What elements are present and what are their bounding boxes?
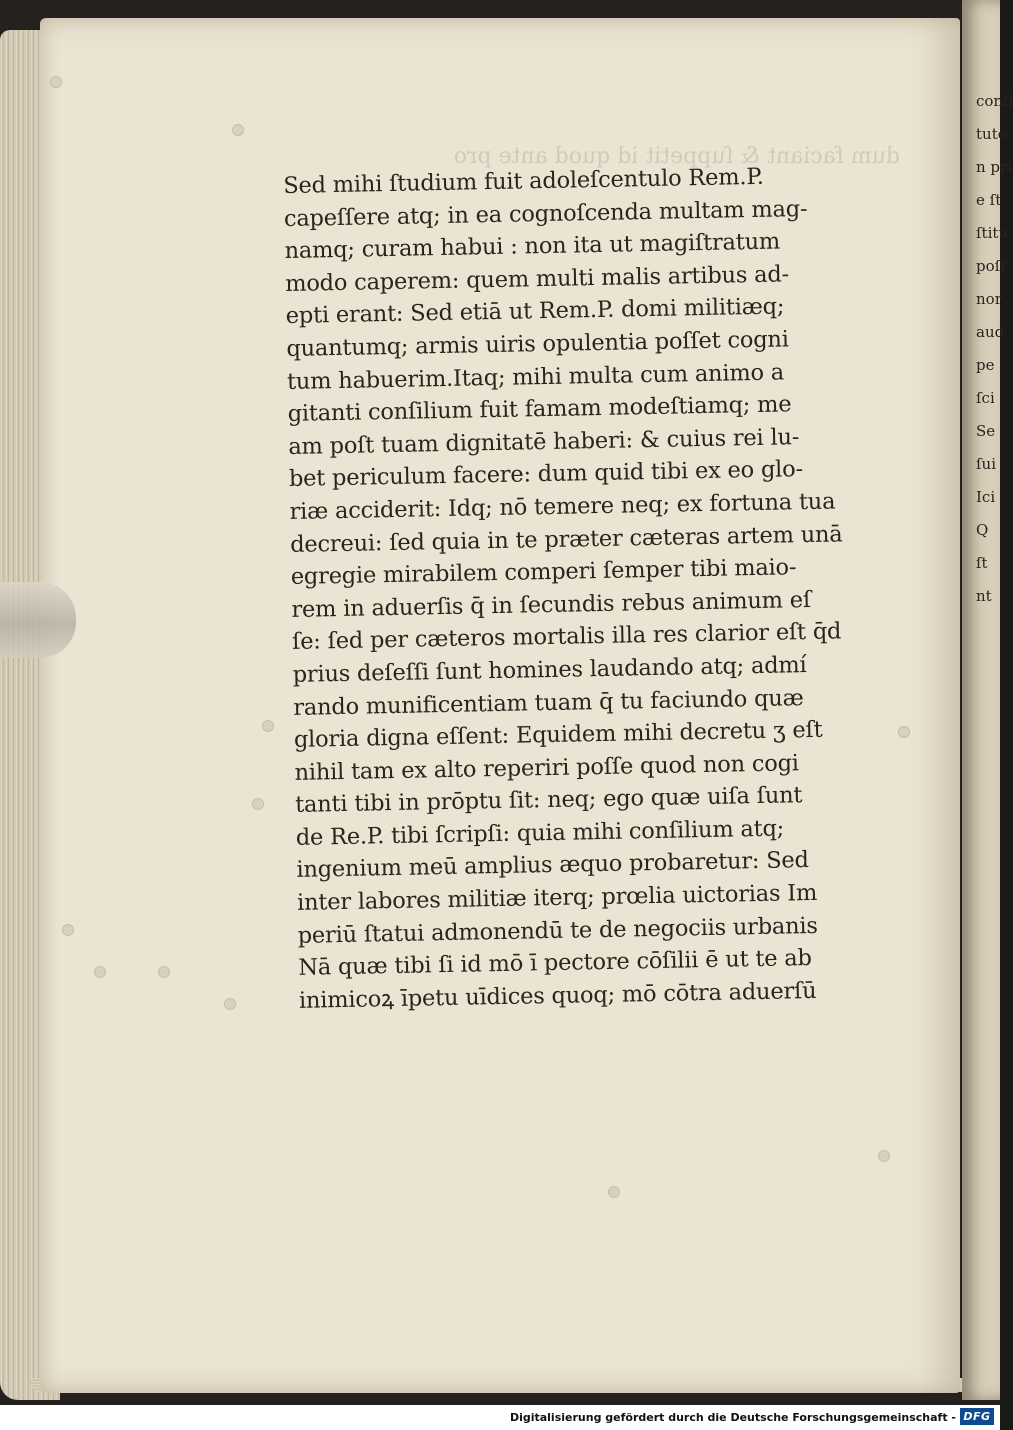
text-line: bet periculum facere: dum quid tibi ex eo glo- bbox=[288, 456, 804, 493]
facing-fragment: conſi bbox=[976, 92, 1013, 110]
text-line: modo caperem: quem multi malis artibus ad- bbox=[284, 261, 790, 297]
facing-page-text bbox=[976, 85, 1013, 613]
text-line: riæ acciderit: Idq; nō temere neq; ex fortuna tua bbox=[289, 488, 836, 525]
facing-fragment: aud bbox=[976, 323, 1005, 341]
text-line: de Re.P. tibi ſcripſi: quia mihi conſilium atq; bbox=[295, 815, 785, 851]
text-line: rando munificentiam tuam q̄ tu faciundo quæ bbox=[293, 684, 804, 721]
paper-spot bbox=[232, 124, 244, 136]
paper-spot bbox=[262, 720, 274, 732]
paper-spot bbox=[224, 998, 236, 1010]
text-line: Nā quæ tibi ſi id mō ī pectore cōſilii ē ut te ab bbox=[298, 945, 812, 982]
facing-fragment: ſci bbox=[976, 389, 995, 407]
text-line: capeſſere atq; in ea cognoſcenda multam mag- bbox=[283, 195, 808, 232]
text-line: tanti tibi in prōptu ſit: neq; ego quæ uiſa ſunt bbox=[294, 782, 803, 819]
text-line: gloria digna eſſent: Equidem mihi decretu ʒ eſt bbox=[293, 716, 823, 753]
text-line: inimicoꝝ īpetu uīdices quoq; mō cōtra aduerſū bbox=[298, 977, 817, 1014]
text-line: decreui: ſed quia in te præter cæteras artem unā bbox=[289, 520, 843, 558]
facing-fragment: pe bbox=[976, 356, 995, 374]
bookmark-strip bbox=[0, 582, 76, 658]
facing-fragment: e ſt bbox=[976, 191, 1002, 209]
text-line: ingenium meū amplius æquo probaretur: Sed bbox=[296, 847, 809, 884]
paper-spot bbox=[94, 966, 106, 978]
text-line: rem in aduerſis q̄ in ſecundis rebus animum eſ bbox=[291, 586, 812, 623]
paper-spot bbox=[62, 924, 74, 936]
text-line: am poſt tuam dignitatē haberi: & cuius rei lu- bbox=[288, 423, 800, 460]
text-line: tum habuerim.Itaq; mihi multa cum animo a bbox=[286, 358, 785, 395]
facing-fragment: ſt bbox=[976, 554, 988, 572]
text-line: Sed mihi ſtudium fuit adoleſcentulo Rem.P. bbox=[283, 163, 764, 199]
text-line: prius deſeſſi ſunt homines laudando atq; admí bbox=[292, 651, 807, 688]
show-through-line: dum faciant & ſuppetit id quod ante pro bbox=[453, 144, 900, 169]
printed-text-block bbox=[283, 158, 909, 1017]
paper-spot bbox=[878, 1150, 890, 1162]
facing-fragment: nt bbox=[976, 587, 992, 605]
facing-fragment: ſui bbox=[976, 455, 997, 473]
facing-fragment: ſtitu bbox=[976, 224, 1009, 242]
text-line: quantumq; armis uiris opulentia poſſet cogni bbox=[286, 326, 789, 362]
text-line: egregie mirabilem comperi ſemper tibi maio- bbox=[290, 554, 797, 591]
text-line: inter labores militiæ iterq; prœlia uictorias Im bbox=[296, 879, 818, 916]
text-line: ſe: ſed per cæteros mortalis illa res clarior eſt q̄d bbox=[291, 618, 842, 656]
dfg-logo: DFG bbox=[960, 1408, 994, 1425]
paper-spot bbox=[608, 1186, 620, 1198]
digitization-credit: Digitalisierung gefördert durch die Deutsche Forschungsgemeinschaft - bbox=[509, 1411, 956, 1424]
facing-fragment: n pri bbox=[976, 158, 1012, 176]
text-line: periū ſtatui admonendū te de negociis urbanis bbox=[297, 912, 819, 949]
paper-spot bbox=[252, 798, 264, 810]
text-line: nihil tam ex alto reperiri poſſe quod non cogi bbox=[294, 749, 800, 786]
facing-fragment: Q bbox=[976, 521, 989, 539]
facing-fragment: poſſ bbox=[976, 257, 1006, 275]
text-line: gitanti conſilium fuit famam modeſtiamq; me bbox=[287, 391, 792, 428]
facing-fragment: nor bbox=[976, 290, 1002, 308]
text-line: epti erant: Sed etiā ut Rem.P. domi militiæq; bbox=[285, 293, 785, 330]
facing-fragment: tute bbox=[976, 125, 1007, 143]
paper-spot bbox=[50, 76, 62, 88]
paper-spot bbox=[158, 966, 170, 978]
facing-fragment: Se bbox=[976, 422, 996, 440]
text-line: namq; curam habui : non ita ut magiſtratum bbox=[284, 228, 781, 265]
facing-fragment: Ici bbox=[976, 488, 996, 506]
